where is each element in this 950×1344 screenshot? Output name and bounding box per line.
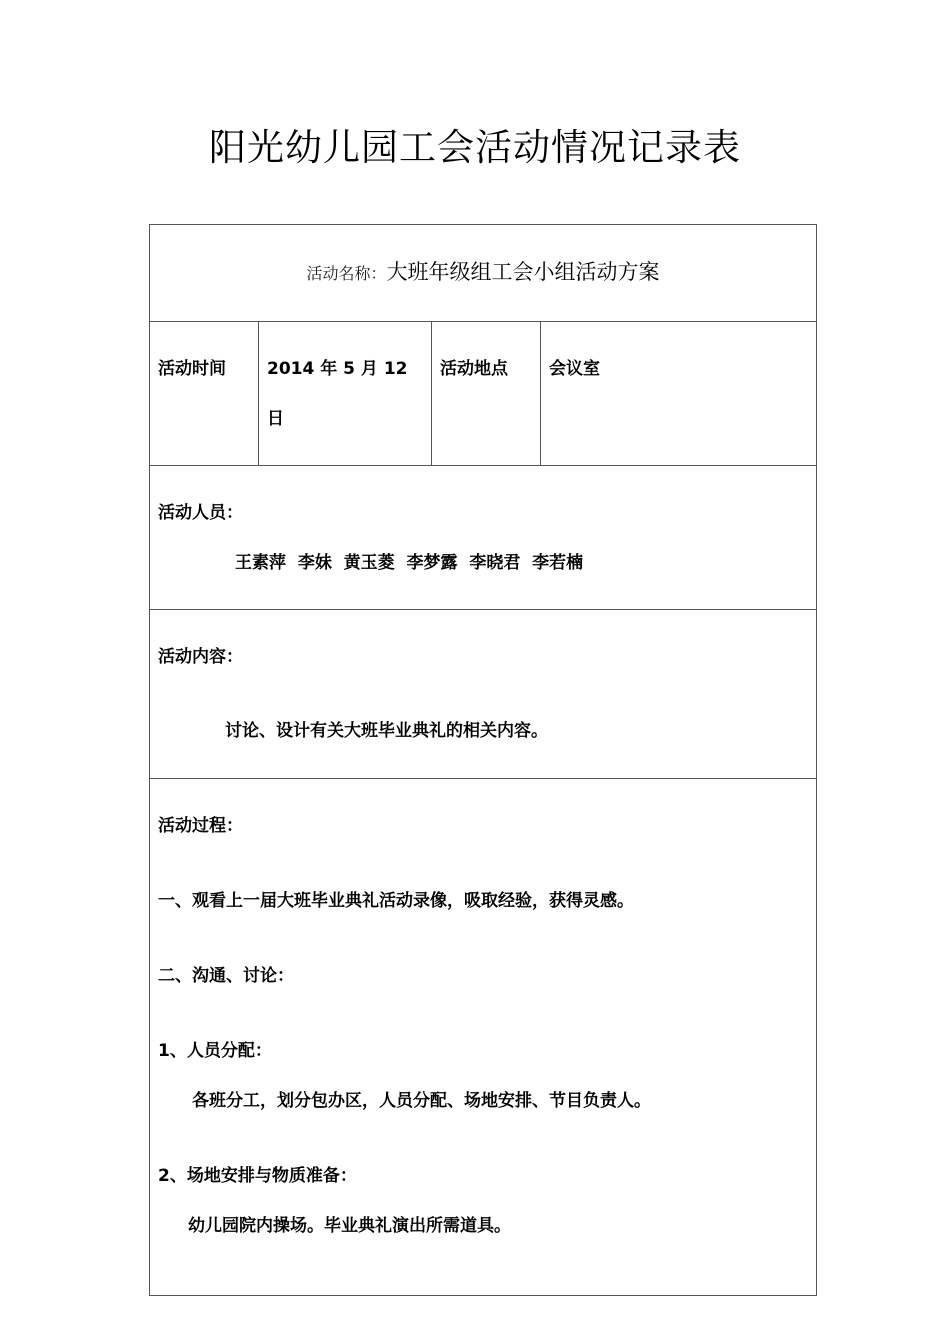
page-title: 阳光幼儿园工会活动情况记录表 bbox=[209, 126, 741, 169]
time-label: 活动时间 bbox=[150, 322, 259, 466]
time-place-row bbox=[150, 322, 817, 466]
activity-name-value: 大班年级组工会小组活动方案 bbox=[386, 260, 660, 284]
people-members: 王素萍 李妹 黄玉菱 李梦露 李晓君 李若楠 bbox=[235, 553, 584, 573]
time-value: 2014 年 5 月 12 日 bbox=[259, 322, 432, 466]
process-spacer-4 bbox=[158, 1126, 808, 1151]
process-spacer-1 bbox=[158, 851, 808, 876]
process-sub2-text: 幼儿园院内操场。毕业典礼演出所需道具。 bbox=[188, 1216, 511, 1236]
activity-name-row bbox=[150, 225, 817, 322]
process-spacer-3 bbox=[158, 1001, 808, 1026]
process-label: 活动过程： bbox=[158, 816, 243, 836]
content-text: 讨论、设计有关大班毕业典礼的相关内容。 bbox=[225, 721, 548, 741]
process-step-2: 二、沟通、讨论： bbox=[158, 966, 294, 986]
process-sub1-title: 1、人员分配： bbox=[158, 1041, 272, 1061]
activity-name-label: 活动名称： bbox=[306, 264, 387, 283]
process-cell bbox=[150, 779, 817, 1296]
content-cell bbox=[150, 610, 817, 779]
process-sub2-title: 2、场地安排与物质准备： bbox=[158, 1166, 357, 1186]
process-row bbox=[150, 779, 817, 1296]
process-spacer-2 bbox=[158, 926, 808, 951]
people-label: 活动人员： bbox=[158, 503, 243, 523]
content-spacer bbox=[158, 682, 808, 706]
content-label: 活动内容： bbox=[158, 647, 243, 667]
place-label: 活动地点 bbox=[432, 322, 541, 466]
activity-name-cell bbox=[150, 225, 817, 322]
record-table bbox=[149, 224, 817, 1296]
process-step-1: 一、观看上一届大班毕业典礼活动录像，吸取经验，获得灵感。 bbox=[158, 891, 634, 911]
content-row bbox=[150, 610, 817, 779]
people-row bbox=[150, 466, 817, 610]
place-value: 会议室 bbox=[541, 322, 817, 466]
process-sub1-text: 各班分工，划分包办区，人员分配、场地安排、节目负责人。 bbox=[192, 1091, 651, 1111]
people-cell bbox=[150, 466, 817, 610]
